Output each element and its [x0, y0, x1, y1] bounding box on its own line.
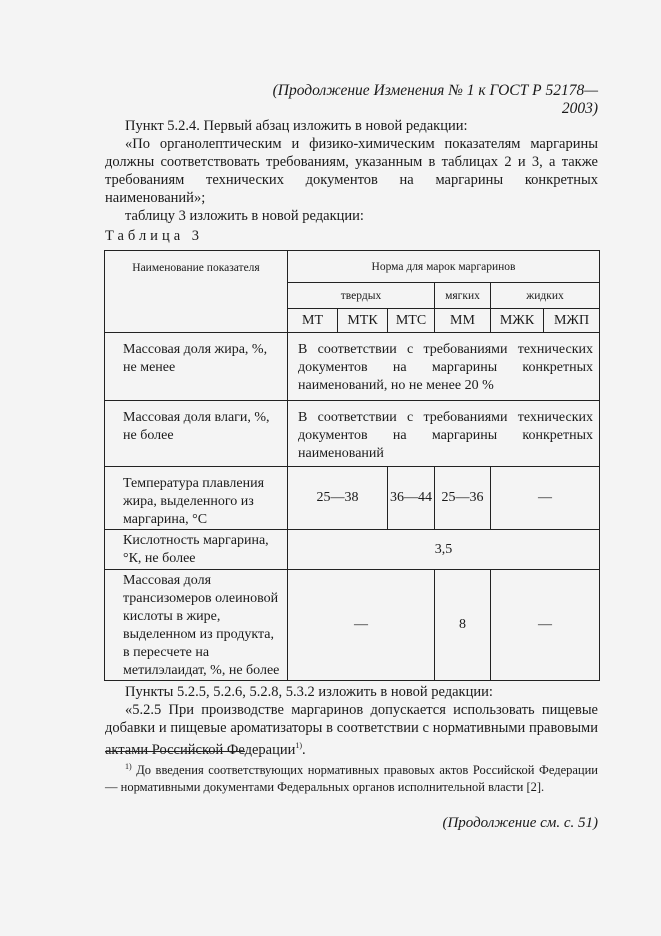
row-trans-hard: — — [288, 570, 435, 681]
header-parameter-name: Наименование показателя — [105, 251, 288, 333]
row-trans-mm: 8 — [435, 570, 491, 681]
brand-mts: МТС — [388, 309, 435, 333]
continuation-header: (Продолжение Изменения № 1 к ГОСТ Р 52178—2003) — [272, 82, 598, 117]
paragraph-table-instruction: таблицу 3 изложить в новой редакции: — [125, 208, 364, 224]
table-row — [105, 467, 600, 530]
header-norm: Норма для марок маргаринов — [288, 251, 600, 283]
table-row — [105, 333, 600, 401]
row-fat-name: Массовая доля жира, %, не менее — [105, 333, 288, 401]
table-row — [105, 570, 600, 681]
brand-mzhp: МЖП — [544, 309, 600, 333]
paragraph-5-2-4-lead: Пункт 5.2.4. Первый абзац изложить в новой редакции: — [125, 118, 468, 134]
row-melting-liquid: — — [491, 467, 600, 530]
table-row — [105, 530, 600, 570]
footnote-ref: 1) — [295, 741, 303, 750]
footnote-text: До введения соответствующих нормативных правовых актов Российской Федерации — нормативными документами Федеральных органов исполнительной власти [2]. — [105, 763, 598, 795]
row-melting-mt-mtk: 25—38 — [288, 467, 388, 530]
row-moisture-name: Массовая доля влаги, %, не более — [105, 401, 288, 467]
paragraph-5-2-4-quote: «По органолептическим и физико-химическим показателям маргарины должны соответствовать требованиям, указанным в таблицах 2 и 3, а также требованиям технических документов на маргарины конкретных наименований»; — [105, 136, 598, 206]
paragraph-5-2-5-quote: «5.2.5 При производстве маргаринов допускается использовать пищевые добавки и пищевые ароматизаторы в соответствии с нормативными правовыми актами Российской Федерации$^{1)}$. — [105, 702, 598, 758]
footnote-separator — [105, 751, 245, 752]
brand-mtk: МТК — [338, 309, 388, 333]
row-fat-value: В соответствии с требованиями технических документов на маргарины конкретных наименований, но не менее 20 % — [288, 333, 600, 401]
brand-mzhk: МЖК — [491, 309, 544, 333]
table-3 — [104, 250, 600, 681]
row-trans-name: Массовая доля трансизомеров олеиновой кислоты в жире, выделенном из продукта, в пересчете на метилэлаидат, %, не более — [105, 570, 288, 681]
header-group-soft: мягких — [435, 283, 491, 309]
row-trans-liquid: — — [491, 570, 600, 681]
footnote-mark: 1) — [125, 762, 132, 771]
brand-mt: МТ — [288, 309, 338, 333]
row-melting-name: Температура плавления жира, выделенного из маргарина, °С — [105, 467, 288, 530]
row-melting-mm: 25—36 — [435, 467, 491, 530]
row-moisture-value: В соответствии с требованиями технических документов на маргарины конкретных наименований — [288, 401, 600, 467]
footnote — [105, 758, 598, 796]
row-acidity-value: 3,5 — [288, 530, 600, 570]
brand-mm: ММ — [435, 309, 491, 333]
header-group-hard: твердых — [288, 283, 435, 309]
table-row — [105, 401, 600, 467]
row-melting-mts: 36—44 — [388, 467, 435, 530]
table-caption: Таблица 3 — [105, 228, 204, 244]
continuation-footer: (Продолжение см. с. 51) — [442, 815, 598, 831]
paragraph-5-2-5-lead: Пункты 5.2.5, 5.2.6, 5.2.8, 5.3.2 изложить в новой редакции: — [125, 684, 493, 700]
header-group-liquid: жидких — [491, 283, 600, 309]
row-acidity-name: Кислотность маргарина, °К, не более — [105, 530, 288, 570]
